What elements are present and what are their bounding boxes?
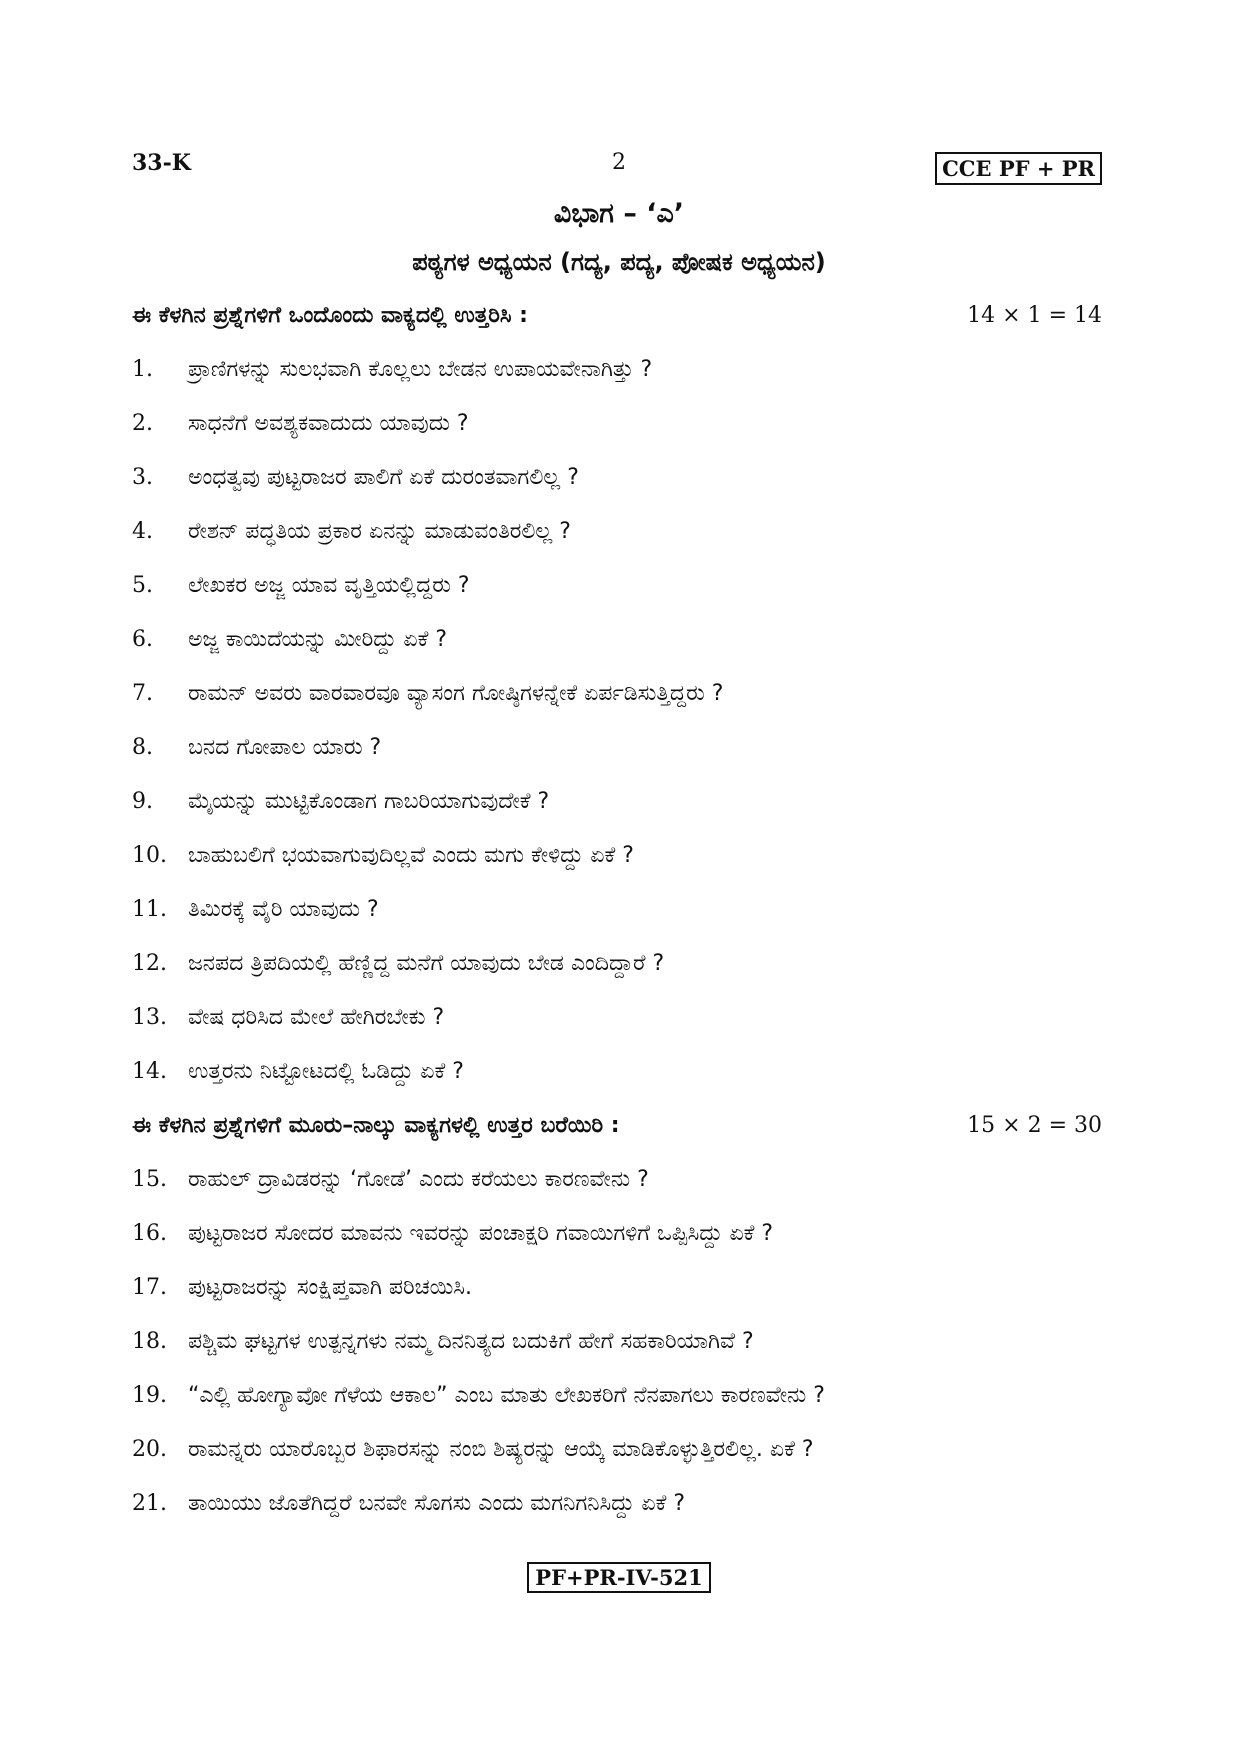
question-text: ತಿಮಿರಕ್ಕೆ ವೈರಿ ಯಾವುದು ? bbox=[188, 897, 379, 922]
question bbox=[132, 1221, 1118, 1246]
question-number: 18. bbox=[132, 1329, 167, 1354]
question bbox=[132, 1059, 1118, 1084]
question bbox=[132, 627, 1118, 652]
question-number: 10. bbox=[132, 843, 167, 868]
question bbox=[132, 1383, 1118, 1408]
question-number: 4. bbox=[132, 519, 153, 544]
question-text: ರೇಶನ್ ಪದ್ಧತಿಯ ಪ್ರಕಾರ ಏನನ್ನು ಮಾಡುವಂತಿರಲಿಲ್ಲ ? bbox=[188, 519, 571, 544]
question-text: ರಾಮನ್ ಅವರು ವಾರವಾರವೂ ವ್ಯಾಸಂಗ ಗೋಷ್ಠಿಗಳನ್ನೇಕೆ ಏರ್ಪಡಿಸುತ್ತಿದ್ದರು ? bbox=[188, 681, 724, 706]
question bbox=[132, 1167, 1118, 1192]
question-number: 21. bbox=[132, 1491, 167, 1516]
part2-marks: 15 × 2 = 30 bbox=[967, 1113, 1102, 1138]
question bbox=[132, 735, 1118, 760]
part1-instruction-text: ಈ ಕೆಳಗಿನ ಪ್ರಶ್ನೆಗಳಿಗೆ ಒಂದೊಂದು ವಾಕ್ಯದಲ್ಲಿ ಉತ್ತರಿಸಿ : bbox=[132, 303, 528, 328]
question-number: 8. bbox=[132, 735, 153, 760]
question-text: ಬನದ ಗೋಪಾಲ ಯಾರು ? bbox=[188, 735, 382, 760]
question-number: 15. bbox=[132, 1167, 167, 1192]
question-number: 19. bbox=[132, 1383, 167, 1408]
question-text: ಪುಟ್ಟರಾಜರನ್ನು ಸಂಕ್ಷಿಪ್ತವಾಗಿ ಪರಿಚಯಿಸಿ. bbox=[188, 1275, 472, 1300]
question bbox=[132, 681, 1118, 706]
question bbox=[132, 573, 1118, 598]
question bbox=[132, 411, 1118, 436]
question bbox=[132, 519, 1118, 544]
page-code: 33-K bbox=[132, 150, 191, 176]
question-text: ವೇಷ ಧರಿಸಿದ ಮೇಲೆ ಹೇಗಿರಬೇಕು ? bbox=[188, 1005, 445, 1030]
question-text: ಉತ್ತರನು ನಿಟ್ಟೋಟದಲ್ಲಿ ಓಡಿದ್ದು ಏಕೆ ? bbox=[188, 1059, 464, 1084]
page-number: 2 bbox=[612, 150, 626, 175]
question bbox=[132, 1005, 1118, 1030]
question-text: ಪ್ರಾಣಿಗಳನ್ನು ಸುಲಭವಾಗಿ ಕೊಲ್ಲಲು ಬೇಡನ ಉಪಾಯವೇನಾಗಿತ್ತು ? bbox=[188, 357, 653, 382]
question-text: ಅಂಧತ್ವವು ಪುಟ್ಟರಾಜರ ಪಾಲಿಗೆ ಏಕೆ ದುರಂತವಾಗಲಿಲ್ಲ ? bbox=[188, 465, 579, 490]
question bbox=[132, 1275, 1118, 1300]
question-text: ಪಶ್ಚಿಮ ಘಟ್ಟಗಳ ಉತ್ಪನ್ನಗಳು ನಮ್ಮ ದಿನನಿತ್ಯದ ಬದುಕಿಗೆ ಹೇಗೆ ಸಹಕಾರಿಯಾಗಿವೆ ? bbox=[188, 1329, 754, 1354]
footer-code bbox=[0, 1562, 1238, 1593]
question-number: 6. bbox=[132, 627, 153, 652]
question-text: ಬಾಹುಬಲಿಗೆ ಭಯವಾಗುವುದಿಲ್ಲವೆ ಎಂದು ಮಗು ಕೇಳಿದ್ದು ಏಕೆ ? bbox=[188, 843, 634, 868]
question bbox=[132, 951, 1118, 976]
question-text: ರಾಹುಲ್ ದ್ರಾವಿಡರನ್ನು ‘ಗೋಡೆ’ ಎಂದು ಕರೆಯಲು ಕಾರಣವೇನು ? bbox=[188, 1167, 649, 1192]
question-number: 9. bbox=[132, 789, 153, 814]
question bbox=[132, 465, 1118, 490]
question-text: ಜನಪದ ತ್ರಿಪದಿಯಲ್ಲಿ ಹೆಣ್ಣಿದ್ದ ಮನೆಗೆ ಯಾವುದು ಬೇಡ ಎಂದಿದ್ದಾರೆ ? bbox=[188, 951, 665, 976]
question-number: 2. bbox=[132, 411, 153, 436]
question-number: 16. bbox=[132, 1221, 167, 1246]
question-number: 11. bbox=[132, 897, 167, 922]
question bbox=[132, 789, 1118, 814]
exam-label-box: CCE PF + PR bbox=[935, 152, 1102, 185]
question-text: ಸಾಧನೆಗೆ ಅವಶ್ಯಕವಾದುದು ಯಾವುದು ? bbox=[188, 411, 469, 436]
question-number: 3. bbox=[132, 465, 153, 490]
question-text: ರಾಮನ್ನರು ಯಾರೊಬ್ಬರ ಶಿಫಾರಸನ್ನು ನಂಬಿ ಶಿಷ್ಯರನ್ನು ಆಯ್ಕೆ ಮಾಡಿಕೊಳ್ಳುತ್ತಿರಲಿಲ್ಲ. ಏಕೆ ? bbox=[188, 1437, 814, 1462]
part2-instruction bbox=[132, 1113, 1102, 1138]
question bbox=[132, 843, 1118, 868]
part1-instruction bbox=[132, 303, 1102, 328]
question-number: 14. bbox=[132, 1059, 167, 1084]
question bbox=[132, 1491, 1118, 1516]
question-number: 17. bbox=[132, 1275, 167, 1300]
section-subtitle: ಪಠ್ಯಗಳ ಅಧ್ಯಯನ (ಗದ್ಯ, ಪದ್ಯ, ಪೋಷಕ ಅಧ್ಯಯನ) bbox=[412, 248, 826, 276]
question-number: 13. bbox=[132, 1005, 167, 1030]
question-text: ಪುಟ್ಟರಾಜರ ಸೋದರ ಮಾವನು ಇವರನ್ನು ಪಂಚಾಕ್ಷರಿ ಗವಾಯಿಗಳಿಗೆ ಒಪ್ಪಿಸಿದ್ದು ಏಕೆ ? bbox=[188, 1221, 774, 1246]
question bbox=[132, 1329, 1118, 1354]
question bbox=[132, 1437, 1118, 1462]
question-number: 1. bbox=[132, 357, 153, 382]
question-number: 7. bbox=[132, 681, 153, 706]
question bbox=[132, 357, 1118, 382]
question-text: ಅಜ್ಜ ಕಾಯಿದೆಯನ್ನು ಮೀರಿದ್ದು ಏಕೆ ? bbox=[188, 627, 448, 652]
section-title: ವಿಭಾಗ – ‘ಎ’ bbox=[553, 198, 685, 229]
question-number: 12. bbox=[132, 951, 167, 976]
question-number: 5. bbox=[132, 573, 153, 598]
footer-code-box: PF+PR-IV-521 bbox=[527, 1562, 710, 1593]
question-number: 20. bbox=[132, 1437, 167, 1462]
question bbox=[132, 897, 1118, 922]
question-text: ಮೈಯನ್ನು ಮುಟ್ಟಿಕೊಂಡಾಗ ಗಾಬರಿಯಾಗುವುದೇಕೆ ? bbox=[188, 789, 550, 814]
question-text: ತಾಯಿಯು ಜೊತೆಗಿದ್ದರೆ ಬನವೇ ಸೊಗಸು ಎಂದು ಮಗನಿಗನಿಸಿದ್ದು ಏಕೆ ? bbox=[188, 1491, 686, 1516]
part1-marks: 14 × 1 = 14 bbox=[967, 303, 1102, 328]
question-text: “ಎಲ್ಲಿ ಹೋಗ್ಯಾವೋ ಗೆಳೆಯ ಆಕಾಲ” ಎಂಬ ಮಾತು ಲೇಖಕರಿಗೆ ನೆನಪಾಗಲು ಕಾರಣವೇನು ? bbox=[188, 1383, 825, 1408]
part2-instruction-text: ಈ ಕೆಳಗಿನ ಪ್ರಶ್ನೆಗಳಿಗೆ ಮೂರು–ನಾಲ್ಕು ವಾಕ್ಯಗಳಲ್ಲಿ ಉತ್ತರ ಬರೆಯಿರಿ : bbox=[132, 1113, 620, 1138]
question-text: ಲೇಖಕರ ಅಜ್ಜ ಯಾವ ವೃತ್ತಿಯಲ್ಲಿದ್ದರು ? bbox=[188, 573, 470, 598]
